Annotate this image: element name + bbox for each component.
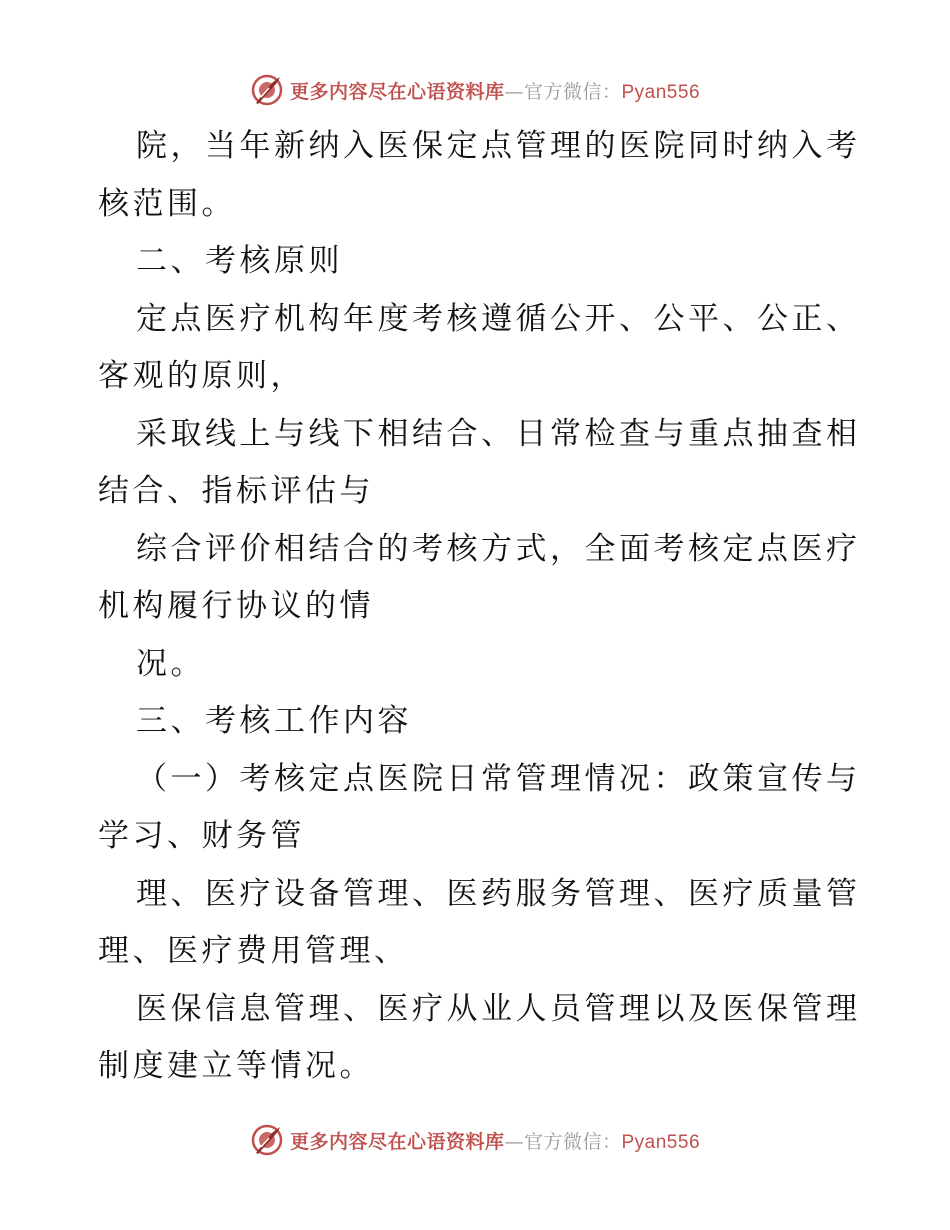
footer-banner xyxy=(0,1120,950,1160)
body-line: （一）考核定点医院日常管理情况：政策宣传与 xyxy=(136,760,861,797)
body-line: 学习、财务管 xyxy=(98,818,305,854)
feather-pen-logo-icon xyxy=(250,73,284,107)
banner-separator: — xyxy=(504,1130,524,1153)
body-line: 综合评价相结合的考核方式，全面考核定点医疗 xyxy=(136,530,861,567)
banner-separator: — xyxy=(504,80,524,103)
banner-main-text: 更多内容尽在心语资料库 xyxy=(289,1130,505,1153)
footer-banner-text xyxy=(290,1127,700,1154)
section-heading: 三、考核工作内容 xyxy=(136,703,412,739)
body-line: 况。 xyxy=(136,645,205,682)
body-line: 院，当年新纳入医保定点管理的医院同时纳入考 xyxy=(136,128,861,164)
banner-wechat-id: Pyan556 xyxy=(621,81,701,103)
body-line: 结合、指标评估与 xyxy=(98,473,374,509)
header-banner-text xyxy=(290,77,700,104)
banner-wechat-id: Pyan556 xyxy=(621,1131,701,1153)
body-line: 核范围。 xyxy=(98,185,236,222)
section-heading: 二、考核原则 xyxy=(136,243,343,279)
banner-main-text: 更多内容尽在心语资料库 xyxy=(289,80,505,103)
feather-pen-logo-icon xyxy=(250,1123,284,1157)
body-line: 采取线上与线下相结合、日常检查与重点抽查相 xyxy=(136,415,861,452)
header-banner xyxy=(0,70,950,110)
body-line: 理、医疗设备管理、医药服务管理、医疗质量管 xyxy=(136,875,861,912)
body-line: 客观的原则， xyxy=(98,358,305,394)
body-line: 机构履行协议的情 xyxy=(98,588,374,624)
banner-note: 官方微信： xyxy=(523,80,622,103)
body-line: 定点医疗机构年度考核遵循公开、公平、公正、 xyxy=(136,300,861,337)
body-line: 理、医疗费用管理、 xyxy=(98,933,409,969)
banner-note: 官方微信： xyxy=(523,1130,622,1153)
body-line: 制度建立等情况。 xyxy=(98,1048,374,1084)
body-line: 医保信息管理、医疗从业人员管理以及医保管理 xyxy=(136,990,861,1027)
document-body xyxy=(98,118,861,1096)
